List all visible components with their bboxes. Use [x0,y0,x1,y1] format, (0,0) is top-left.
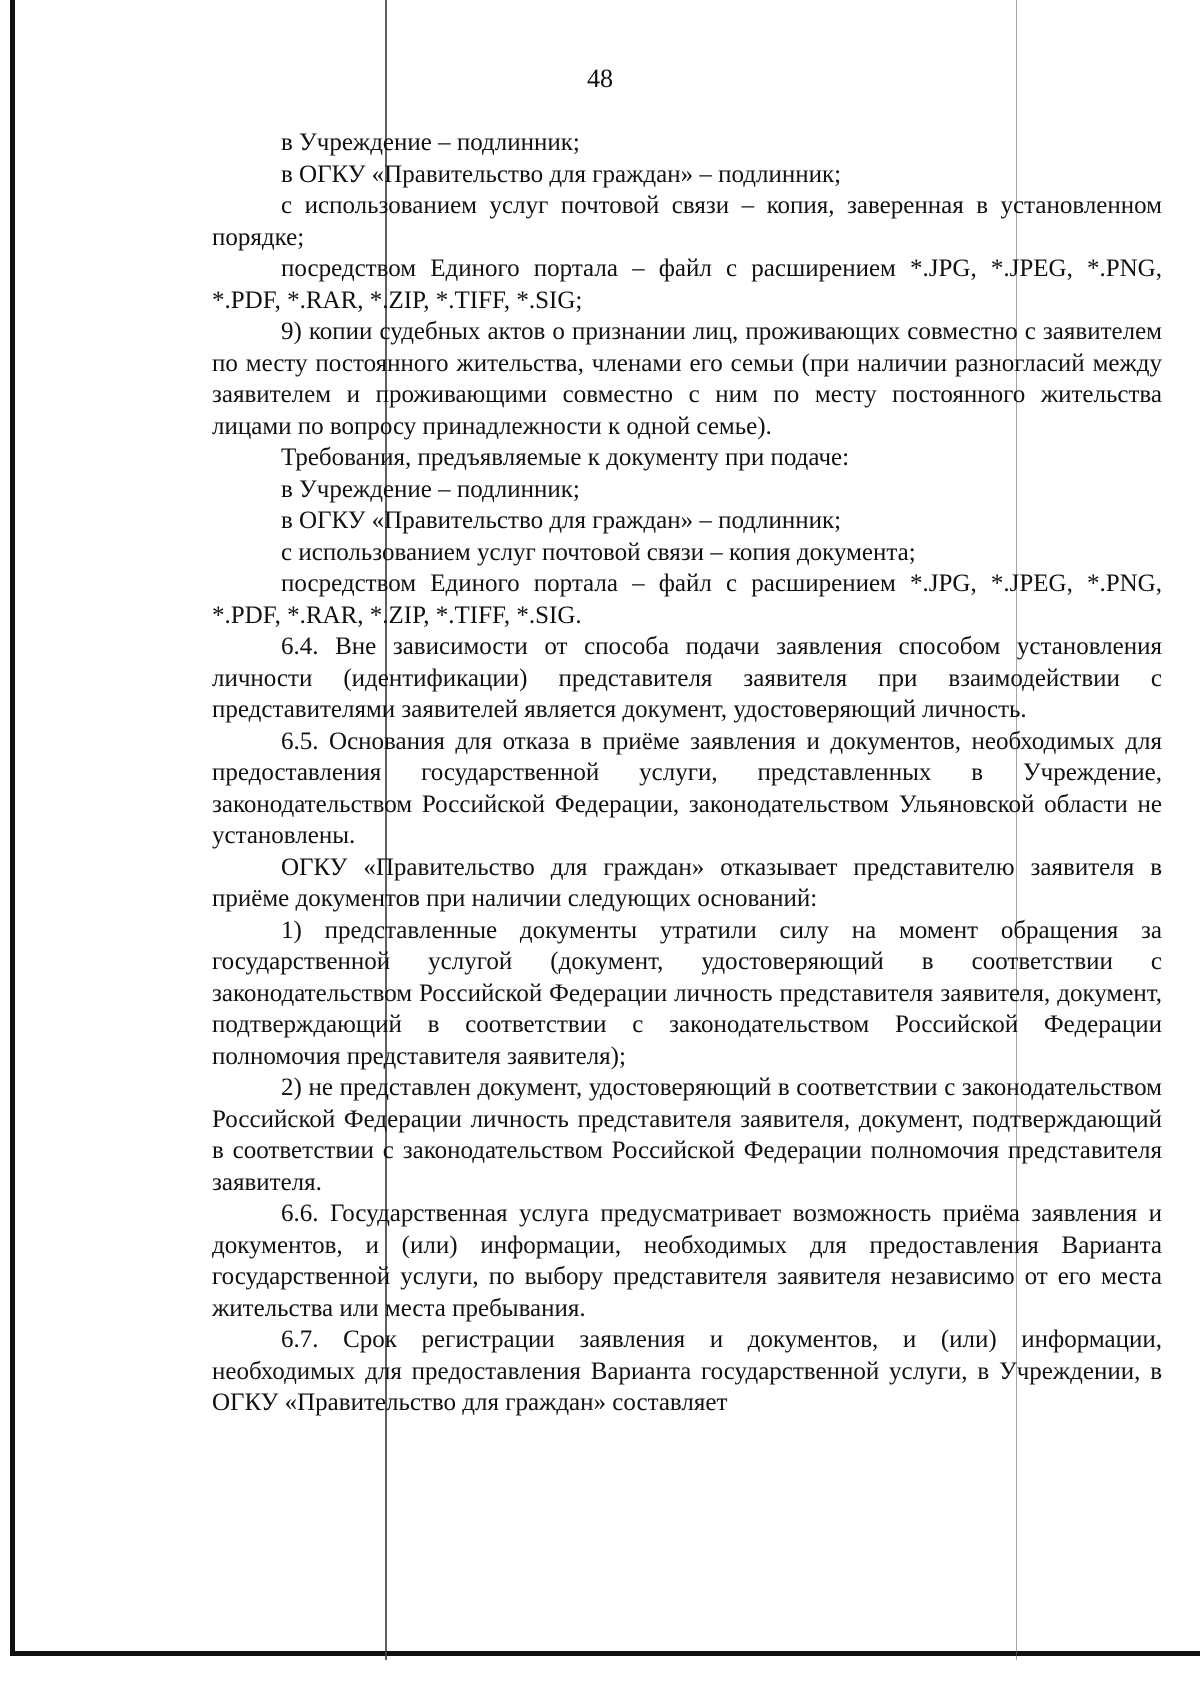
paragraph: 6.5. Основания для отказа в приёме заявления и документов, необходимых для предоставления государственной услуги, представленных в Учреждение, законодательством Российской Федерации, законодательством Ульяновской области не установлены. [212,727,1162,849]
paragraph: с использованием услуг почтовой связи – копия документа; [281,538,916,566]
paragraph: 1) представленные документы утратили силу на момент обращения за государственной услугой (документ, удостоверяющий в соответствии с законодательством Российской Федерации личность представителя заявителя, документ, подтверждающий в соответствии с законодательством Российской Федерации полномочия представителя заявителя); [212,916,1162,1070]
document-body [212,127,1162,1419]
paragraph: 9) копии судебных актов о признании лиц, проживающих совместно с заявителем по месту постоянного жительства, членами его семьи (при наличии разногласий между заявителем и проживающими совместно с ним по месту постоянного жительства лицами по вопросу принадлежности к одной семье). [212,318,1162,440]
paragraph: в ОГКУ «Правительство для граждан» – подлинник; [281,507,842,534]
scan-border-bottom [10,1651,1200,1656]
paragraph: посредством Единого портала – файл с расширением *.JPG, *.JPEG, *.PNG, *.PDF, *.RAR, *.ZIP, *.TIFF, *.SIG; [212,255,1162,314]
paragraph: в Учреждение – подлинник; [281,475,580,503]
paragraph: 6.7. Срок регистрации заявления и документов, и (или) информации, необходимых для предоставления Варианта государственной услуги, в Учреждении, в ОГКУ «Правительство для граждан» составляет [212,1326,1162,1416]
scan-border-left [10,0,15,1651]
paragraph: 6.4. Вне зависимости от способа подачи заявления способом установления личности (идентификации) представителя заявителя при взаимодействии с представителями заявителей является документ, удостоверяющий личность. [212,633,1162,723]
paragraph: в Учреждение – подлинник; [281,129,580,156]
page-number: 48 [587,64,613,93]
paragraph: 2) не представлен документ, удостоверяющий в соответствии с законодательством Российской Федерации личность представителя заявителя, документ, подтверждающий в соответствии с законодательством Российской Федерации полномочия представителя заявителя. [212,1074,1162,1196]
paragraph: посредством Единого портала – файл с расширением *.JPG, *.JPEG, *.PNG, *.PDF, *.RAR, *.ZIP, *.TIFF, *.SIG. [212,570,1162,629]
paragraph: с использованием услуг почтовой связи – копия, заверенная в установленном порядке; [212,192,1162,251]
paragraph: Требования, предъявляемые к документу при подаче: [281,444,850,471]
paragraph: ОГКУ «Правительство для граждан» отказывает представителю заявителя в приёме документов при наличии следующих оснований: [212,853,1162,912]
paragraph: 6.6. Государственная услуга предусматривает возможность приёма заявления и документов, и (или) информации, необходимых для предоставления Варианта государственной услуги, по выбору представителя заявителя независимо от его места жительства или места пребывания. [212,1200,1162,1322]
paragraph: в ОГКУ «Правительство для граждан» – подлинник; [281,160,842,188]
